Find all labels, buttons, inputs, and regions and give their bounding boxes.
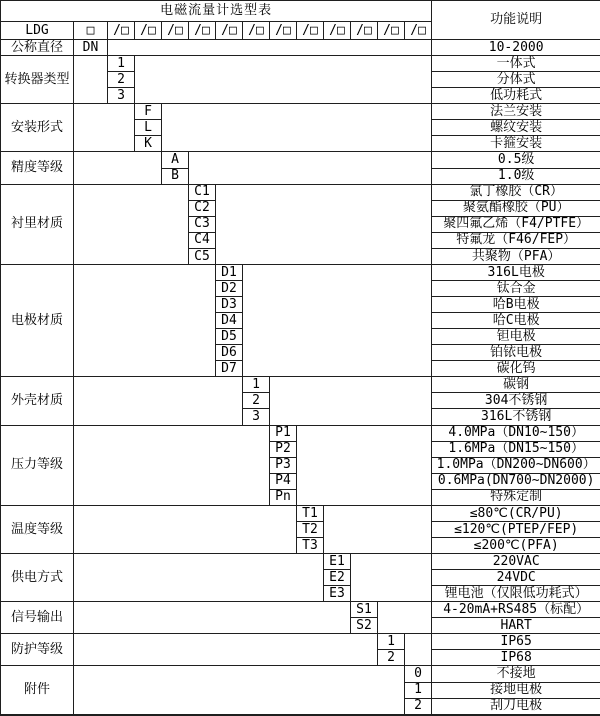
option-description: 4-20mA+RS485（标配） — [432, 602, 600, 618]
category-label: 电极材质 — [1, 264, 74, 376]
option-code: C1 — [189, 184, 216, 200]
option-description: 氯丁橡胶（CR） — [432, 184, 600, 200]
title-row — [1, 1, 600, 22]
option-code: P1 — [270, 425, 297, 441]
option-code: D7 — [216, 361, 243, 377]
option-code: D1 — [216, 264, 243, 280]
category-label: 压力等级 — [1, 425, 74, 505]
option-code: L — [135, 120, 162, 136]
option-description: 特氟龙（F46/FEP） — [432, 232, 600, 248]
option-code: T2 — [297, 521, 324, 537]
category-label: 温度等级 — [1, 505, 74, 553]
option-description: 10-2000 — [432, 40, 600, 56]
option-code: T3 — [297, 537, 324, 553]
option-code: 2 — [243, 393, 270, 409]
option-code: DN — [74, 40, 108, 56]
right-filler-cell — [162, 104, 432, 152]
option-code: C3 — [189, 216, 216, 232]
model-segment-box: /□ — [189, 22, 216, 40]
right-filler-cell — [378, 602, 432, 634]
left-filler-cell — [74, 264, 216, 376]
option-description: 卡箍安装 — [432, 136, 600, 152]
option-code: S1 — [351, 602, 378, 618]
option-description: ≤200℃(PFA) — [432, 537, 600, 553]
option-row — [1, 425, 600, 441]
option-code: A — [162, 152, 189, 168]
option-code: Pn — [270, 489, 297, 505]
option-code: D5 — [216, 329, 243, 345]
option-description: 4.0MPa（DN10~150） — [432, 425, 600, 441]
option-description: 分体式 — [432, 72, 600, 88]
option-description: 24VDC — [432, 570, 600, 586]
option-description: 1.6MPa（DN15~150） — [432, 441, 600, 457]
option-code: 1 — [378, 634, 405, 650]
option-description: IP65 — [432, 634, 600, 650]
option-description: 钛合金 — [432, 280, 600, 296]
option-code: D2 — [216, 280, 243, 296]
model-base-box: □ — [74, 22, 108, 40]
option-description: 刮刀电极 — [432, 698, 600, 715]
option-description: 低功耗式 — [432, 88, 600, 104]
option-code: 3 — [108, 88, 135, 104]
option-code: 0 — [405, 666, 432, 682]
model-segment-box: /□ — [243, 22, 270, 40]
option-code: C5 — [189, 248, 216, 264]
model-prefix: LDG — [1, 22, 74, 40]
option-description: 304不锈钢 — [432, 393, 600, 409]
option-description: 碳钢 — [432, 377, 600, 393]
option-description: 316L不锈钢 — [432, 409, 600, 425]
left-filler-cell — [74, 634, 378, 666]
model-segment-box: /□ — [270, 22, 297, 40]
option-code: D3 — [216, 297, 243, 313]
category-label: 外壳材质 — [1, 377, 74, 425]
category-label: 附件 — [1, 666, 74, 715]
option-description: 1.0MPa（DN200~DN600） — [432, 457, 600, 473]
right-filler-cell — [108, 40, 432, 56]
left-filler-cell — [74, 184, 189, 264]
option-description: 法兰安装 — [432, 104, 600, 120]
option-row — [1, 666, 600, 682]
option-row — [1, 152, 600, 168]
option-description: 一体式 — [432, 56, 600, 72]
option-description: 1.0级 — [432, 168, 600, 184]
option-description: ≤120℃(PTEP/FEP) — [432, 521, 600, 537]
option-code: 3 — [243, 409, 270, 425]
model-segment-box: /□ — [162, 22, 189, 40]
option-description: 铂铱电极 — [432, 345, 600, 361]
option-code: E2 — [324, 570, 351, 586]
left-filler-cell — [74, 505, 297, 553]
model-segment-box: /□ — [378, 22, 405, 40]
option-code: S2 — [351, 618, 378, 634]
option-description: 220VAC — [432, 554, 600, 570]
option-description: ≤80℃(CR/PU) — [432, 505, 600, 521]
model-segment-box: /□ — [216, 22, 243, 40]
model-segment-box: /□ — [297, 22, 324, 40]
option-code: 1 — [243, 377, 270, 393]
left-filler-cell — [74, 56, 108, 104]
category-label: 防护等级 — [1, 634, 74, 666]
category-label: 转换器类型 — [1, 56, 74, 104]
table-title: 电磁流量计选型表 — [1, 1, 432, 22]
option-code: D4 — [216, 313, 243, 329]
option-code: 2 — [405, 698, 432, 715]
left-filler-cell — [74, 425, 270, 505]
option-description: 共聚物（PFA） — [432, 248, 600, 264]
option-row — [1, 634, 600, 650]
option-description: 聚四氟乙烯（F4/PTFE） — [432, 216, 600, 232]
right-filler-cell — [216, 184, 432, 264]
left-filler-cell — [74, 104, 135, 152]
option-description: 锂电池（仅限低功耗式） — [432, 586, 600, 602]
option-code: 1 — [108, 56, 135, 72]
option-row — [1, 56, 600, 72]
category-label: 供电方式 — [1, 554, 74, 602]
category-label: 精度等级 — [1, 152, 74, 184]
left-filler-cell — [74, 152, 162, 184]
option-description: IP68 — [432, 650, 600, 666]
option-row — [1, 554, 600, 570]
option-description: 螺纹安装 — [432, 120, 600, 136]
option-description: 哈C电极 — [432, 313, 600, 329]
option-description: 碳化钨 — [432, 361, 600, 377]
option-code: 2 — [378, 650, 405, 666]
option-code: D6 — [216, 345, 243, 361]
option-description: HART — [432, 618, 600, 634]
right-filler-cell — [270, 377, 432, 425]
option-description: 316L电极 — [432, 264, 600, 280]
category-label: 信号输出 — [1, 602, 74, 634]
left-filler-cell — [74, 554, 324, 602]
model-segment-box: /□ — [351, 22, 378, 40]
option-row — [1, 602, 600, 618]
option-description: 不接地 — [432, 666, 600, 682]
option-code: P4 — [270, 473, 297, 489]
option-description: 聚氨酯橡胶（PU） — [432, 200, 600, 216]
option-description: 接地电极 — [432, 682, 600, 698]
left-filler-cell — [74, 602, 351, 634]
left-filler-cell — [74, 666, 405, 715]
category-label: 公称直径 — [1, 40, 74, 56]
option-description: 特殊定制 — [432, 489, 600, 505]
option-code: P3 — [270, 457, 297, 473]
option-description: 钽电极 — [432, 329, 600, 345]
option-code: E1 — [324, 554, 351, 570]
right-filler-cell — [135, 56, 432, 104]
option-code: B — [162, 168, 189, 184]
option-description: 哈B电极 — [432, 297, 600, 313]
left-filler-cell — [74, 377, 243, 425]
model-segment-box: /□ — [324, 22, 351, 40]
option-description: 0.6MPa(DN700~DN2000) — [432, 473, 600, 489]
option-code: 2 — [108, 72, 135, 88]
right-filler-cell — [351, 554, 432, 602]
option-code: 1 — [405, 682, 432, 698]
model-segment-box: /□ — [405, 22, 432, 40]
option-code: C2 — [189, 200, 216, 216]
right-filler-cell — [297, 425, 432, 505]
option-row — [1, 377, 600, 393]
option-row — [1, 40, 600, 56]
option-description: 0.5级 — [432, 152, 600, 168]
option-code: C4 — [189, 232, 216, 248]
right-filler-cell — [189, 152, 432, 184]
function-column-header: 功能说明 — [432, 1, 600, 40]
right-filler-cell — [324, 505, 432, 553]
option-code: T1 — [297, 505, 324, 521]
option-code: F — [135, 104, 162, 120]
right-filler-cell — [243, 264, 432, 376]
category-label: 衬里材质 — [1, 184, 74, 264]
option-row — [1, 184, 600, 200]
option-row — [1, 104, 600, 120]
option-row — [1, 505, 600, 521]
model-segment-box: /□ — [108, 22, 135, 40]
model-segment-box: /□ — [135, 22, 162, 40]
category-label: 安装形式 — [1, 104, 74, 152]
option-code: K — [135, 136, 162, 152]
option-code: P2 — [270, 441, 297, 457]
option-code: E3 — [324, 586, 351, 602]
right-filler-cell — [405, 634, 432, 666]
option-row — [1, 264, 600, 280]
